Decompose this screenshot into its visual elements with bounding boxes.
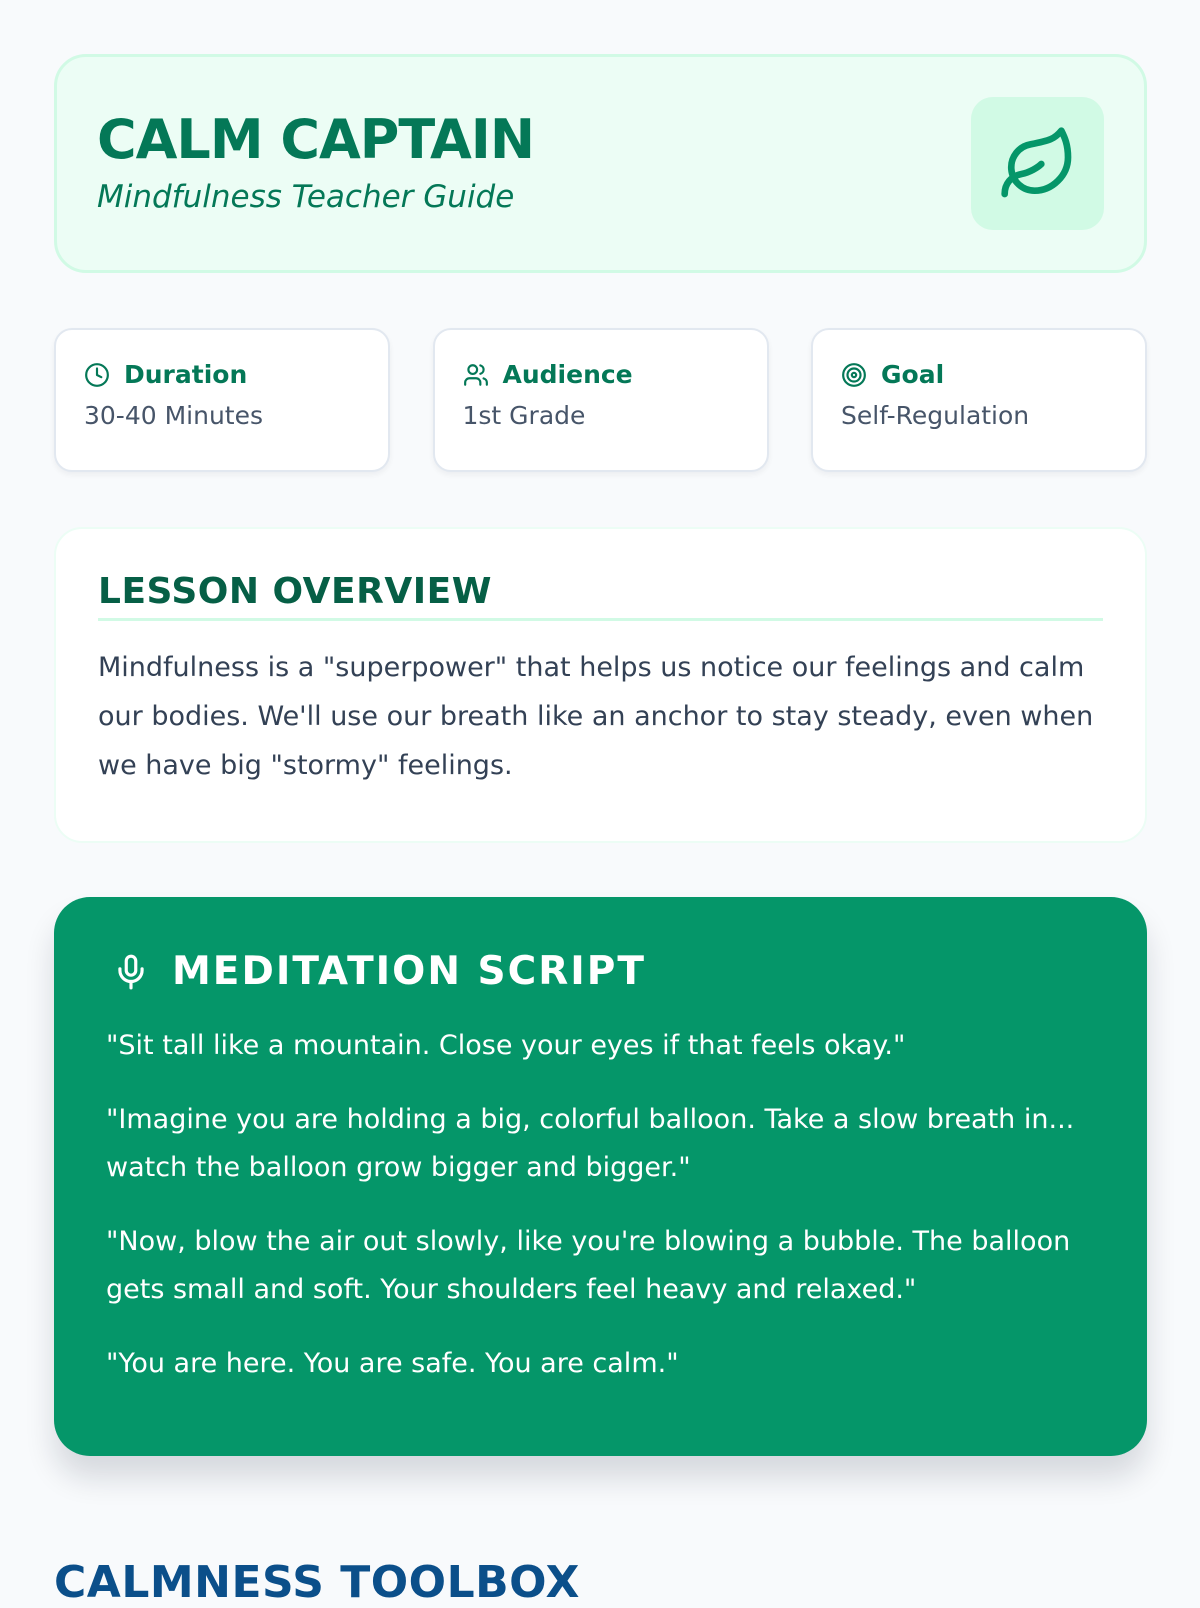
- header-text: [97, 108, 535, 215]
- script-line: "Imagine you are holding a big, colorful balloon. Take a slow breath in... watch the balloon grow bigger and bigger.": [106, 1104, 1075, 1183]
- script-line: "You are here. You are safe. You are calm.": [106, 1348, 679, 1379]
- info-card-goal: [811, 328, 1147, 472]
- info-card-value: 1st Grade: [462, 401, 586, 430]
- teacher-guide-page: [54, 54, 1147, 1456]
- microphone-icon: [112, 953, 150, 991]
- info-card-label: Audience: [502, 360, 633, 389]
- header-card: [54, 54, 1147, 273]
- page-title: CALM CAPTAIN: [97, 108, 535, 172]
- lesson-overview-text: Mindfulness is a "superpower" that helps us notice our feelings and calm our bodies. We'll use our breath like an anchor to stay steady, even when we have big "stormy" feelings.: [98, 652, 1094, 781]
- lesson-overview-card: [54, 527, 1147, 843]
- info-card-header: [463, 360, 739, 389]
- info-cards-row: [54, 328, 1147, 472]
- script-line: "Sit tall like a mountain. Close your eyes if that feels okay.": [106, 1030, 906, 1061]
- users-icon: [463, 362, 489, 388]
- target-icon: [841, 362, 867, 388]
- info-card-label: Goal: [881, 360, 945, 389]
- info-card-audience: [433, 328, 769, 472]
- info-card-duration: [54, 328, 390, 472]
- info-card-value: Self-Regulation: [841, 401, 1030, 430]
- info-card-header: [84, 360, 360, 389]
- lesson-overview-title: LESSON OVERVIEW: [98, 571, 1103, 621]
- script-line: "Now, blow the air out slowly, like you're blowing a bubble. The balloon gets small and soft. Your shoulders feel heavy and relaxed.": [106, 1226, 1071, 1305]
- calmness-toolbox-title: CALMNESS TOOLBOX: [54, 1557, 580, 1608]
- meditation-script-title: MEDITATION SCRIPT: [172, 949, 646, 994]
- info-card-label: Duration: [124, 360, 248, 389]
- meditation-script-card: [54, 897, 1147, 1456]
- info-card-value: 30-40 Minutes: [84, 401, 264, 430]
- info-card-header: [841, 360, 1117, 389]
- leaf-icon: [971, 97, 1104, 230]
- clock-icon: [84, 362, 110, 388]
- meditation-script-header: [106, 949, 1095, 994]
- page-subtitle: Mindfulness Teacher Guide: [97, 178, 515, 215]
